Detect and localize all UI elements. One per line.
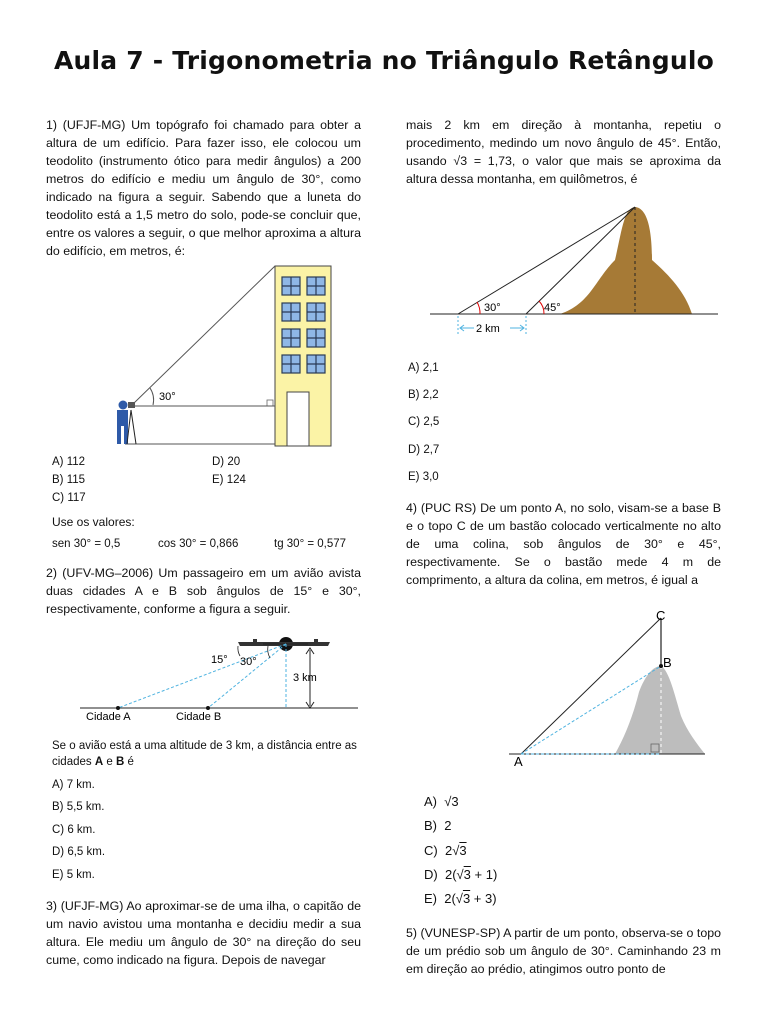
q2-option-d[interactable]: D) 6,5 km. — [52, 846, 106, 858]
question-2 — [46, 564, 361, 618]
figure-building — [105, 262, 335, 452]
q2-option-b[interactable]: B) 5,5 km. — [52, 801, 105, 813]
q3-option-d[interactable]: D) 2,7 — [408, 444, 440, 456]
angle-45-label: 45° — [544, 302, 561, 314]
question-3-left — [46, 897, 361, 969]
q4-option-b[interactable]: B) 2 — [424, 818, 452, 833]
q3-option-c[interactable]: C) 2,5 — [408, 416, 440, 428]
q1-option-d[interactable]: D) 20 — [212, 456, 241, 468]
q2-option-e[interactable]: E) 5 km. — [52, 869, 95, 881]
question-2-text: 2) (UFV-MG–2006) Um passageiro em um avião avista duas cidades A e B sob ângulos de 15° e 30°, respectivamente, conforme a figura a seguir. — [46, 566, 361, 616]
q2-option-c[interactable]: C) 6 km. — [52, 824, 96, 836]
question-5 — [406, 924, 721, 978]
q4-option-c[interactable]: C) 2√3 — [424, 843, 467, 858]
distance-label: 2 km — [476, 323, 500, 335]
q2-option-a[interactable]: A) 7 km. — [52, 779, 95, 791]
city-a-label: Cidade A — [86, 711, 131, 723]
sight-line — [133, 266, 275, 404]
figure-airplane — [78, 628, 368, 726]
q4-option-a[interactable]: A) √3 — [424, 794, 459, 809]
page-title: Aula 7 - Trigonometria no Triângulo Retângulo — [53, 46, 715, 75]
q1-option-a[interactable]: A) 112 — [52, 456, 86, 468]
surveyor-icon — [117, 401, 136, 445]
question-5-text: 5) (VUNESP-SP) A partir de um ponto, observa-se o topo de um prédio sob um ângulo de 30°. Caminhando 23 m em direção ao prédio, atingimos outro ponto de — [406, 926, 721, 976]
value-sen: sen 30° = 0,5 — [52, 538, 121, 550]
question-3-right — [406, 116, 721, 188]
angle-30-label: 30° — [484, 302, 501, 314]
building-door — [287, 392, 309, 446]
q3-option-e[interactable]: E) 3,0 — [408, 471, 439, 483]
city-b-label: Cidade B — [176, 711, 222, 723]
altitude-label: 3 km — [293, 672, 317, 684]
label-b: B — [663, 655, 672, 670]
angle-15-label: 15° — [211, 654, 228, 666]
q3-option-a[interactable]: A) 2,1 — [408, 362, 439, 374]
q1-option-c[interactable]: C) 117 — [52, 492, 86, 504]
q4-option-e[interactable]: E) 2(√3 + 3) — [424, 891, 497, 906]
value-tg: tg 30° = 0,577 — [274, 538, 347, 550]
q1-option-b[interactable]: B) 115 — [52, 474, 86, 486]
label-a: A — [514, 754, 523, 768]
value-cos: cos 30° = 0,866 — [158, 538, 239, 550]
q1-option-e[interactable]: E) 124 — [212, 474, 246, 486]
values-title: Use os valores: — [52, 515, 135, 529]
question-2-prompt: Se o avião está a uma altitude de 3 km, a distância entre as cidades A e B é — [52, 740, 357, 768]
q3-option-b[interactable]: B) 2,2 — [408, 389, 439, 401]
question-1 — [46, 116, 361, 260]
question-4-text: 4) (PUC RS) De um ponto A, no solo, visam-se a base B e o topo C de um bastão colocado verticalmente no alto de uma colina, sob ângulos de 30° e 45°, respectivamente. Se o bastão mede 4 m de comprimento, a altura da colina, em metros, é igual a — [406, 501, 721, 587]
question-3-text-right: mais 2 km em direção à montanha, repetiu o procedimento, medindo um novo ângulo de 45°. Então, usando √3 = 1,73, o valor que mais se aproxima da altura dessa montanha, em quilômetros, é — [406, 118, 721, 186]
q4-option-d[interactable]: D) 2(√3 + 1) — [424, 867, 498, 882]
angle-30-label: 30° — [240, 656, 257, 668]
figure-hill — [505, 606, 720, 768]
question-4 — [406, 499, 721, 589]
question-3-text-left: 3) (UFJF-MG) Ao aproximar-se de uma ilha, o capitão de um navio avistou uma montanha e decidiu medir a sua altura. Ele mediu um ângulo de 30° na direção do seu cume, como indicado na figura. Depois de navegar — [46, 899, 361, 967]
figure-mountain — [430, 200, 722, 340]
hill — [615, 666, 705, 754]
angle-label: 30° — [159, 391, 176, 403]
sight-line-a — [118, 644, 286, 708]
question-1-text: 1) (UFJF-MG) Um topógrafo foi chamado para obter a altura de um edifício. Para fazer isso, ele colocou um teodolito (instrumento ótico para medir ângulos) a 200 metros do edifício e mediu um ângulo de 30°, como indicado na figura a seguir. Sabendo que a luneta do teodolito está a 1,5 metro do solo, pode-se concluir que, entre os valores a seguir, o que melhor aproxima a altura do edifício, em metros, é: — [46, 118, 361, 258]
label-c: C — [656, 608, 666, 623]
